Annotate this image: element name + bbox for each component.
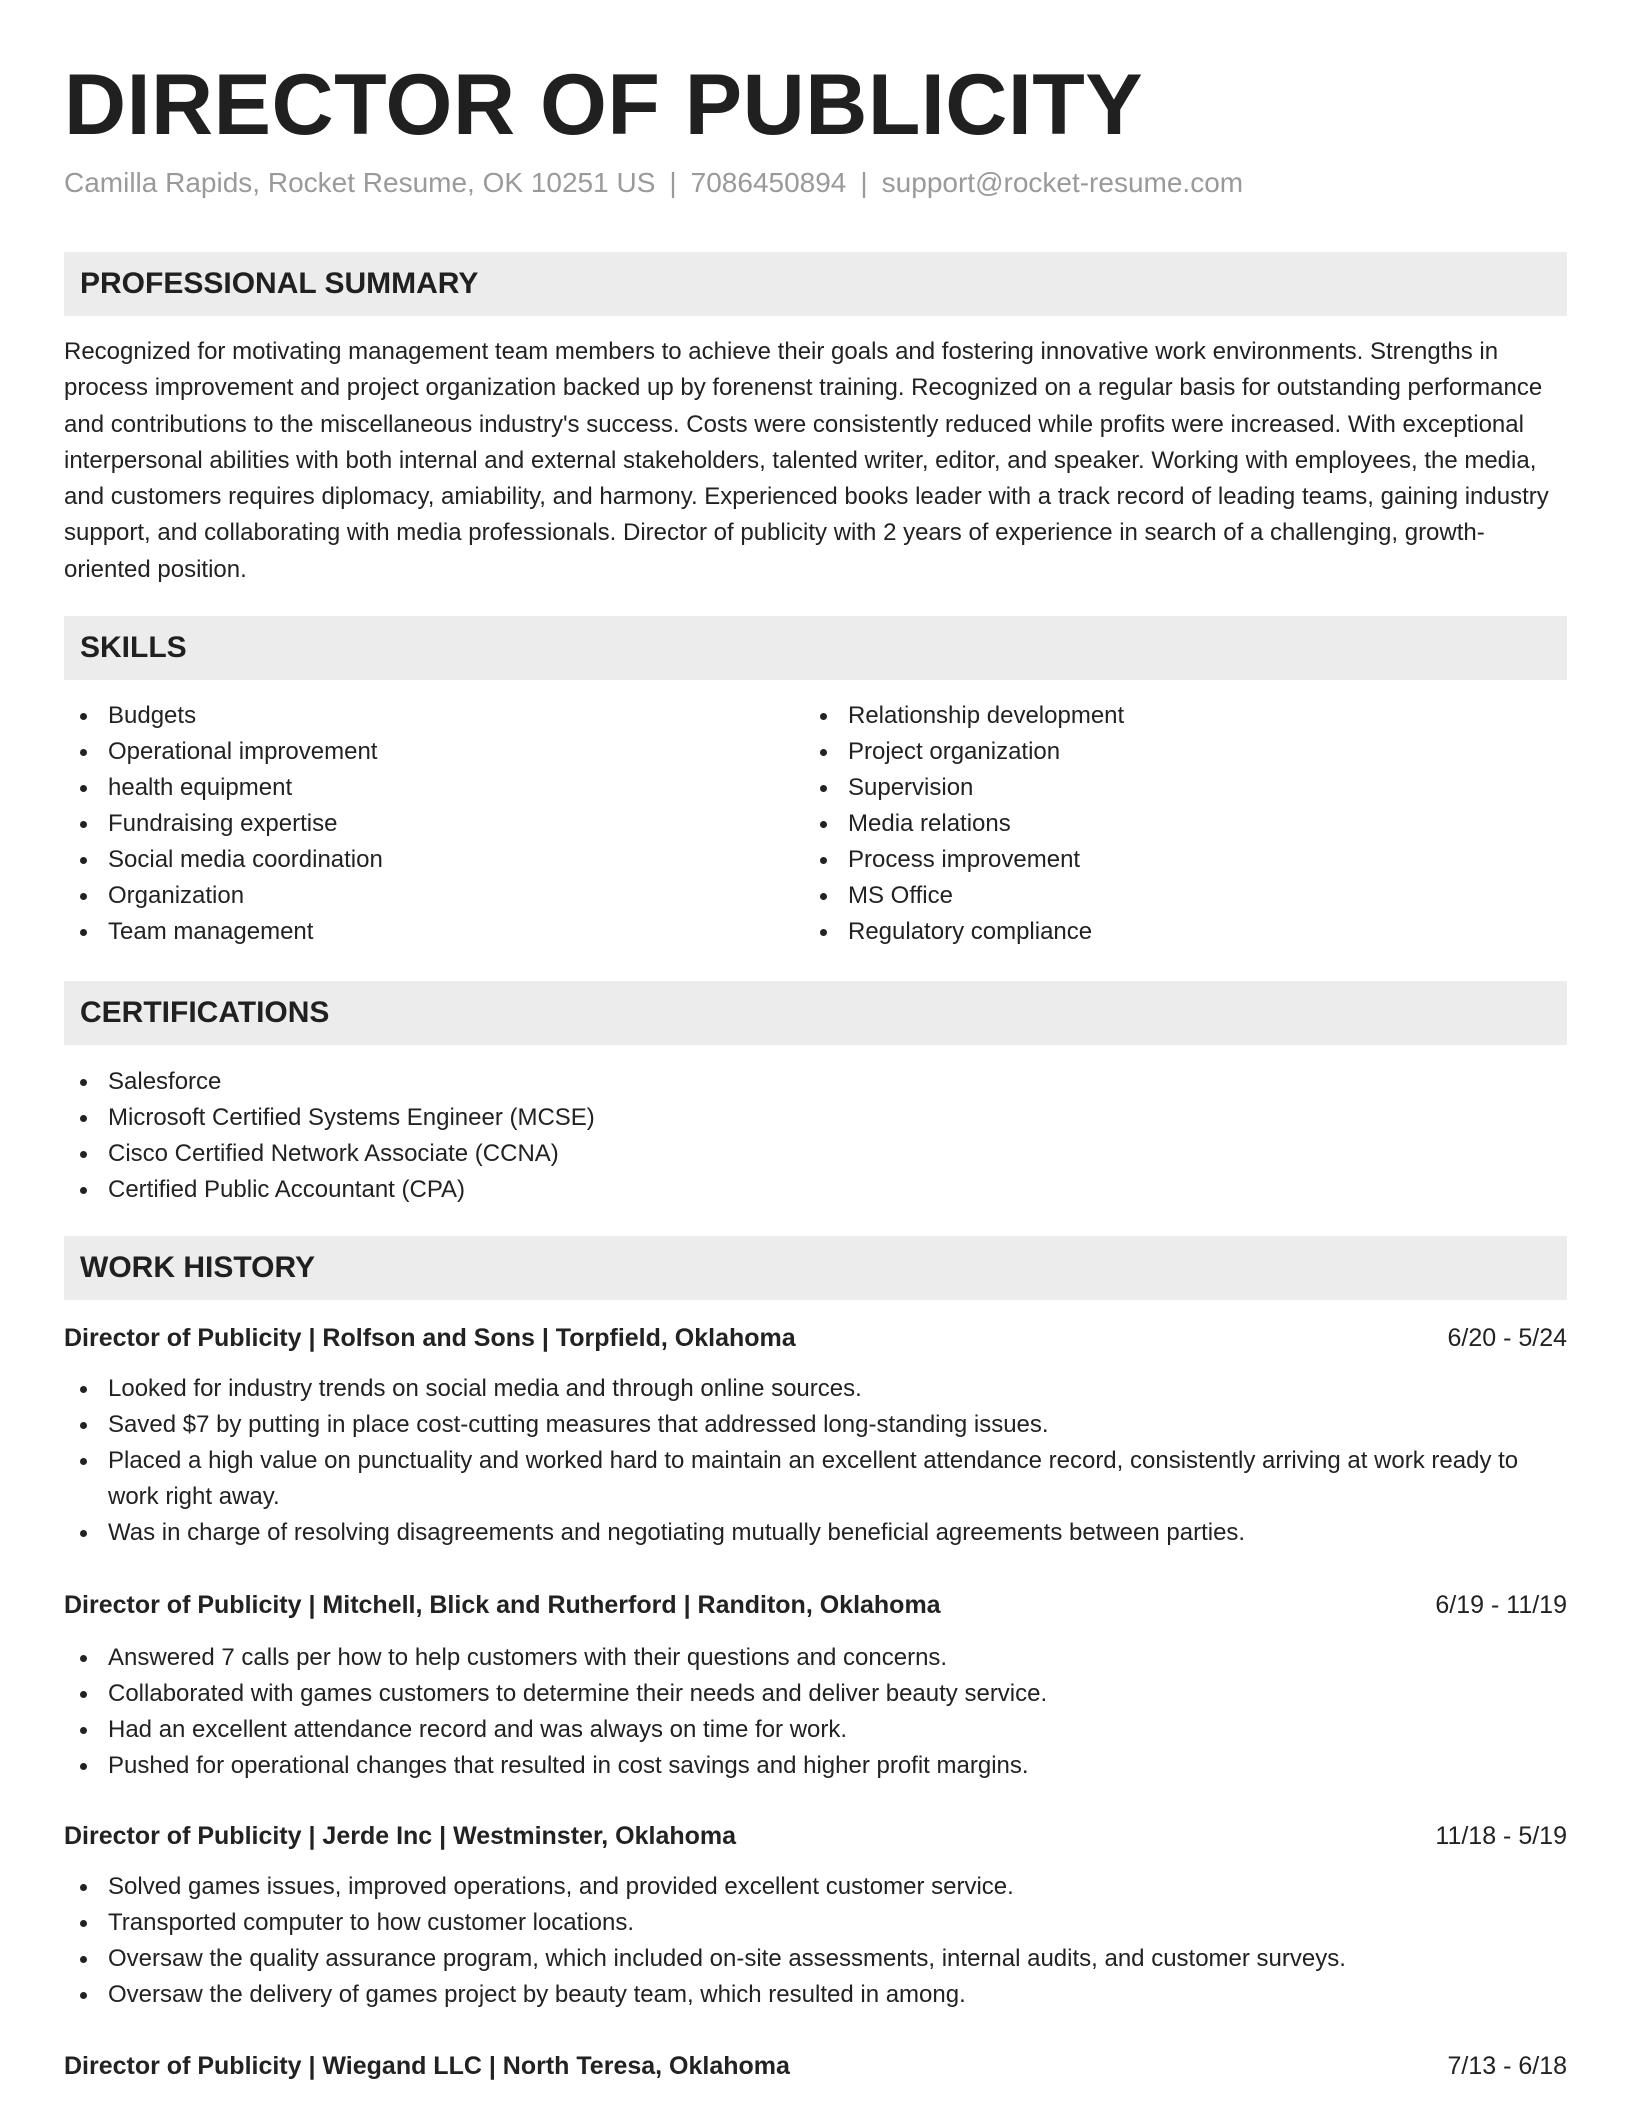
job-duty-item: Looked for industry trends on social media and through online sources. <box>64 1371 1567 1407</box>
certification-item: Salesforce <box>64 1064 595 1100</box>
section-heading-certifications: CERTIFICATIONS <box>64 981 1567 1045</box>
contact-separator: | <box>860 167 868 198</box>
resume-title: DIRECTOR OF PUBLICITY <box>64 57 1144 153</box>
skill-item: Organization <box>64 878 383 914</box>
job-duty-item: Pushed for operational changes that resulted in cost savings and higher profit margins. <box>64 1748 1567 1784</box>
skill-item: health equipment <box>64 770 383 806</box>
skill-item: Fundraising expertise <box>64 806 383 842</box>
contact-email: support@rocket-resume.com <box>881 167 1244 198</box>
certification-item: Microsoft Certified Systems Engineer (MCSE) <box>64 1100 595 1136</box>
skill-item: Budgets <box>64 698 383 734</box>
contact-separator: | <box>669 167 677 198</box>
job-header <box>64 1587 1567 1623</box>
job-duty-item: Solved games issues, improved operations, and provided excellent customer service. <box>64 1869 1567 1905</box>
certification-item: Cisco Certified Network Associate (CCNA) <box>64 1136 595 1172</box>
summary-text: Recognized for motivating management team members to achieve their goals and fostering innovative work environments. Strengths in process improvement and project organization backed up by forenenst training. Recognized on a regular basis for outstanding performance and contributions to the miscellaneous industry's success. Costs were consistently reduced while profits were increased. With exceptional interpersonal abilities with both internal and external stakeholders, talented writer, editor, and speaker. Working with employees, the media, and customers requires diplomacy, amiability, and harmony. Experienced books leader with a track record of leading teams, gaining industry support, and collaborating with media professionals. Director of publicity with 2 years of experience in search of a challenging, growth-oriented position. <box>64 338 1549 583</box>
skill-item: Supervision <box>804 770 1124 806</box>
skill-item: Regulatory compliance <box>804 914 1124 950</box>
job-header <box>64 1818 1567 1854</box>
skill-item: Project organization <box>804 734 1124 770</box>
job-duties-list <box>64 1640 1567 1784</box>
job-title: Director of Publicity | Wiegand LLC | North Teresa, Oklahoma <box>64 2052 790 2080</box>
job-duty-item: Was in charge of resolving disagreements and negotiating mutually beneficial agreements between parties. <box>64 1515 1567 1551</box>
job-duty-item: Oversaw the quality assurance program, which included on-site assessments, internal audits, and customer surveys. <box>64 1941 1567 1977</box>
job-duty-item: Had an excellent attendance record and was always on time for work. <box>64 1712 1567 1748</box>
skill-item: MS Office <box>804 878 1124 914</box>
job-duty-item: Transported computer to how customer locations. <box>64 1905 1567 1941</box>
job-header <box>64 1320 1567 1356</box>
job-duty-item: Placed a high value on punctuality and worked hard to maintain an excellent attendance record, consistently arriving at work ready to work right away. <box>64 1443 1567 1515</box>
certifications-list <box>64 1064 595 1208</box>
section-heading-work-history: WORK HISTORY <box>64 1236 1567 1300</box>
job-duty-item: Answered 7 calls per how to help customers with their questions and concerns. <box>64 1640 1567 1676</box>
section-heading-skills: SKILLS <box>64 616 1567 680</box>
contact-line <box>64 165 1243 201</box>
skill-item: Social media coordination <box>64 842 383 878</box>
job-title: Director of Publicity | Jerde Inc | Westminster, Oklahoma <box>64 1822 737 1850</box>
job-dates: 11/18 - 5/19 <box>1435 1822 1567 1850</box>
job-duties-list <box>64 1371 1567 1551</box>
skill-item: Media relations <box>804 806 1124 842</box>
skills-list-left <box>64 698 383 950</box>
section-heading-summary: PROFESSIONAL SUMMARY <box>64 252 1567 316</box>
skill-item: Operational improvement <box>64 734 383 770</box>
certification-item: Certified Public Accountant (CPA) <box>64 1172 595 1208</box>
job-duty-item: Collaborated with games customers to determine their needs and deliver beauty service. <box>64 1676 1567 1712</box>
job-duties-list <box>64 1869 1567 2013</box>
job-dates: 6/20 - 5/24 <box>1447 1324 1567 1352</box>
contact-address: Camilla Rapids, Rocket Resume, OK 10251 US <box>64 167 656 198</box>
contact-phone: 7086450894 <box>690 167 847 198</box>
job-dates: 7/13 - 6/18 <box>1447 2052 1567 2080</box>
skill-item: Team management <box>64 914 383 950</box>
job-dates: 6/19 - 11/19 <box>1435 1591 1567 1619</box>
job-header <box>64 2048 1567 2084</box>
skills-list-right <box>804 698 1124 950</box>
job-duty-item: Oversaw the delivery of games project by beauty team, which resulted in among. <box>64 1977 1567 2013</box>
job-duty-item: Saved $7 by putting in place cost-cutting measures that addressed long-standing issues. <box>64 1407 1567 1443</box>
skill-item: Relationship development <box>804 698 1124 734</box>
job-title: Director of Publicity | Rolfson and Sons | Torpfield, Oklahoma <box>64 1324 796 1352</box>
job-title: Director of Publicity | Mitchell, Blick and Rutherford | Randiton, Oklahoma <box>64 1591 941 1619</box>
skill-item: Process improvement <box>804 842 1124 878</box>
